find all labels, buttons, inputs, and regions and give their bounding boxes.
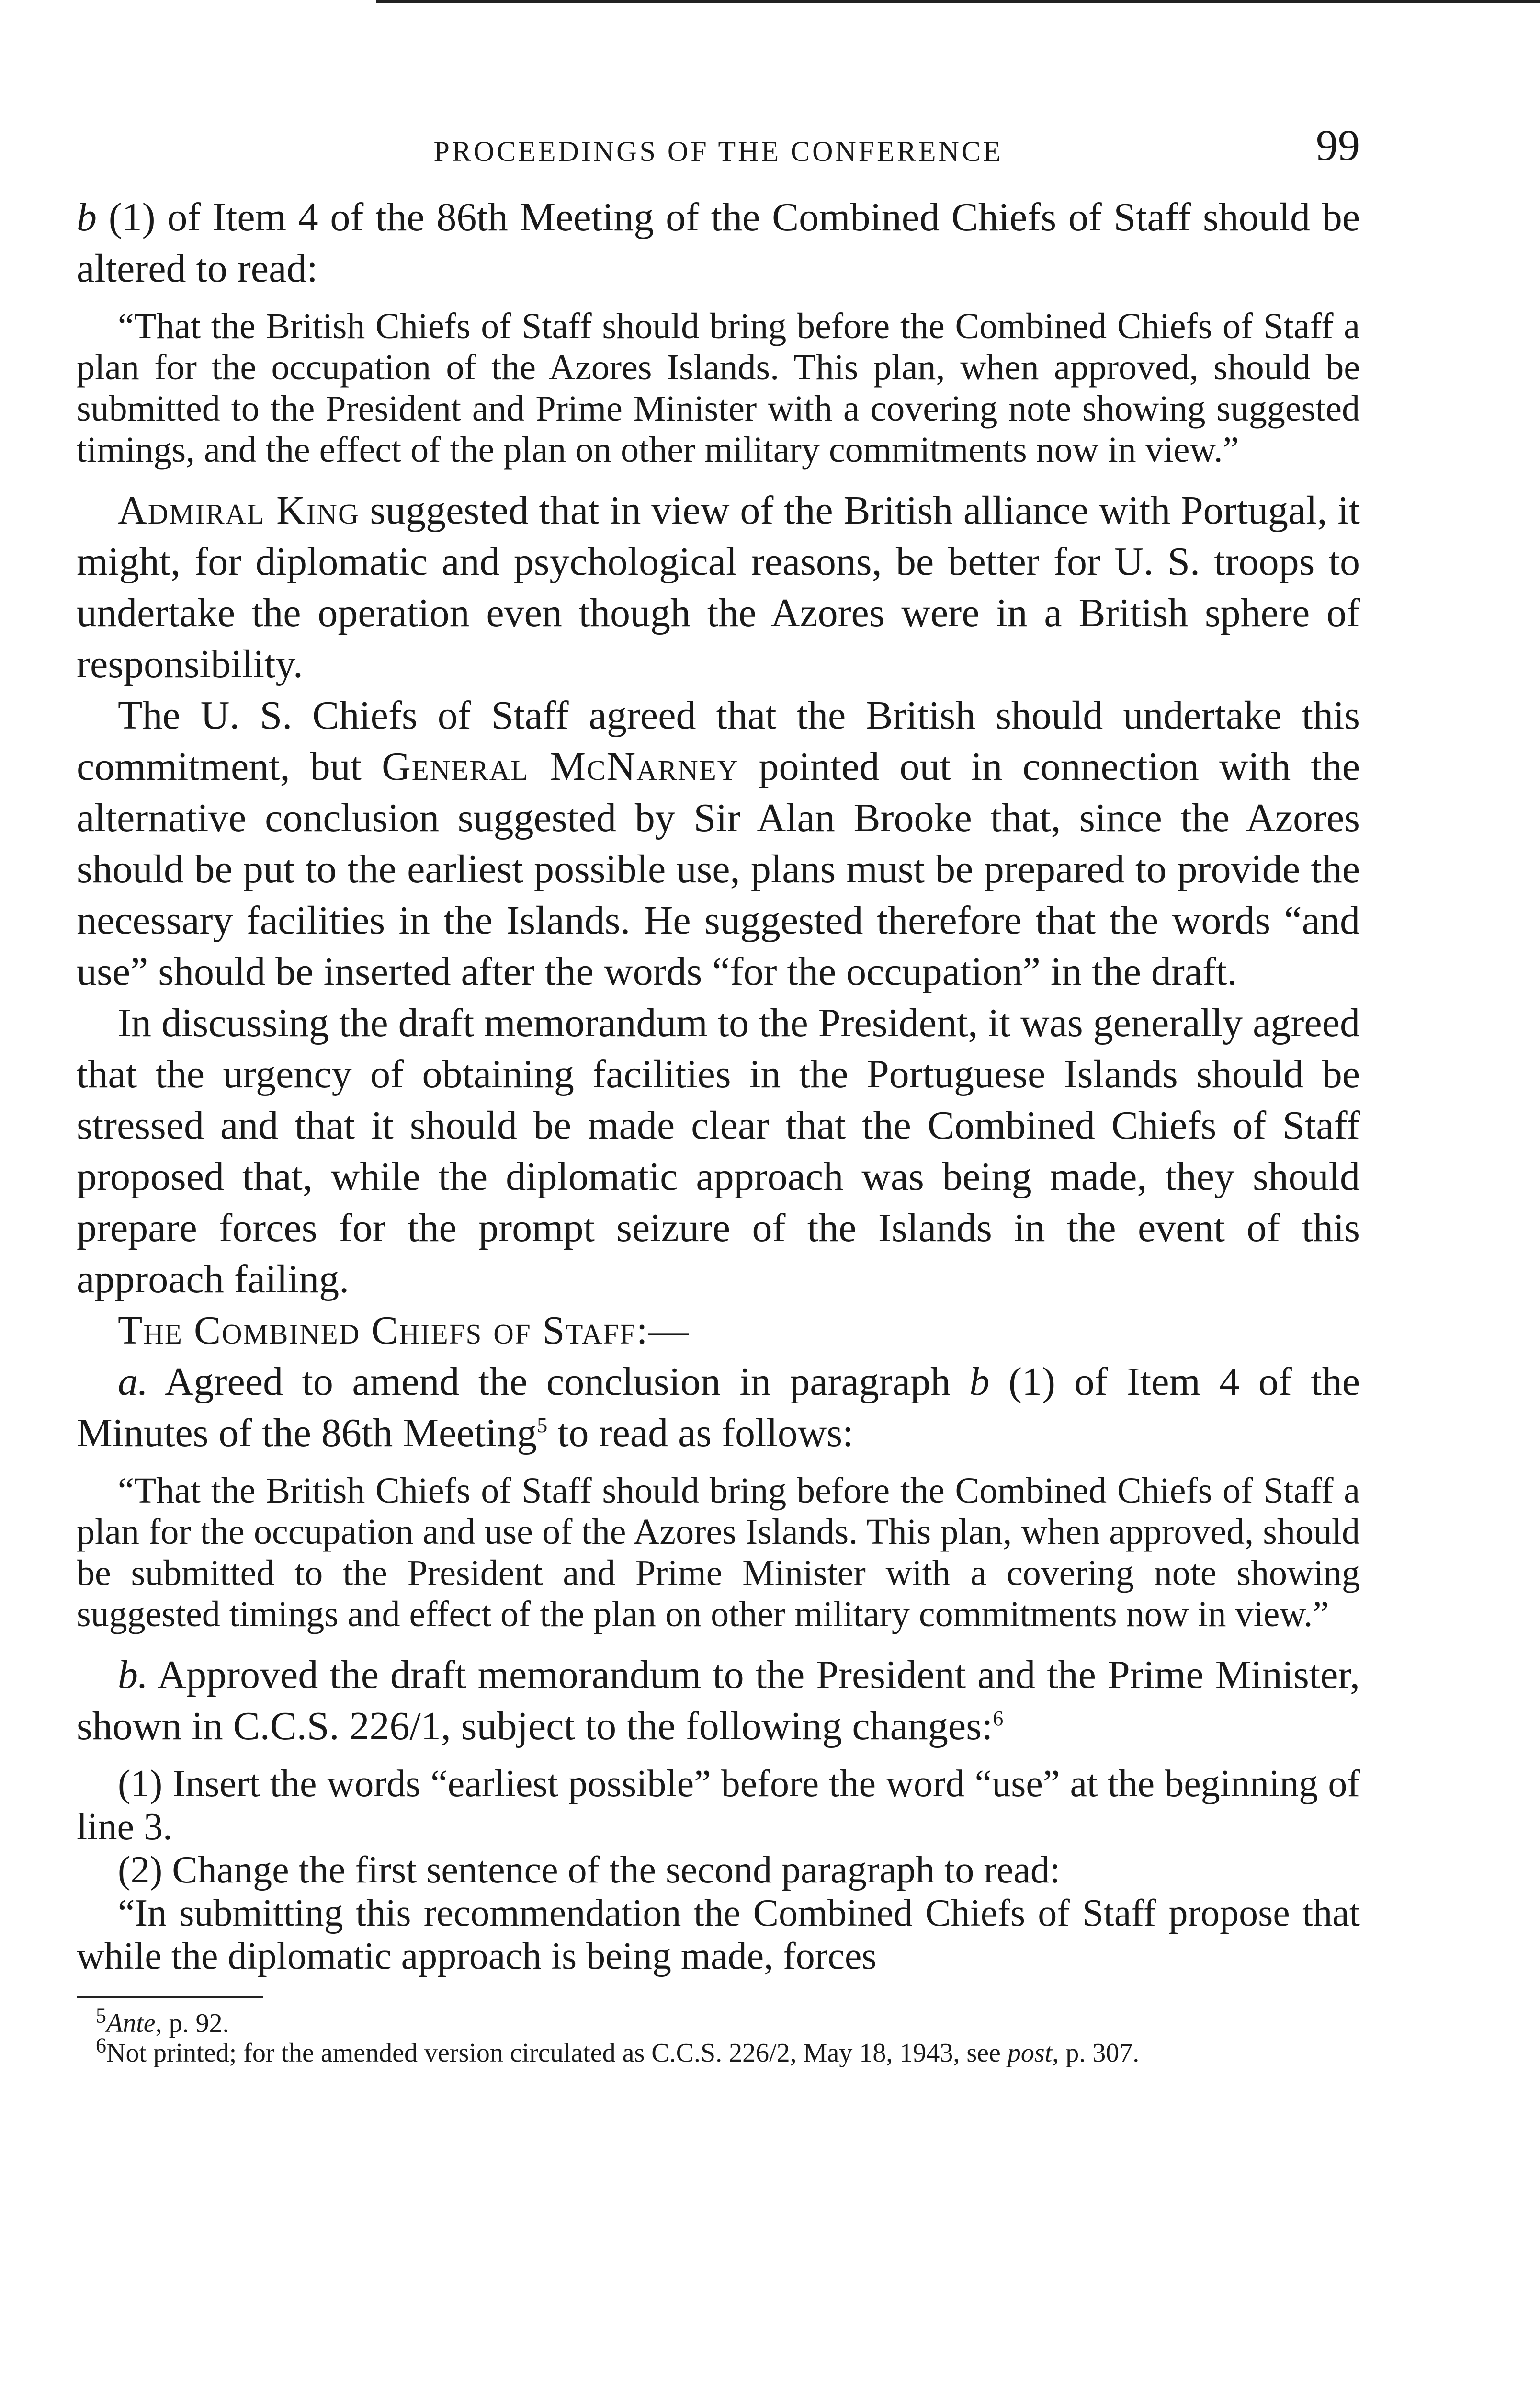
paragraph-conclusion-a bbox=[77, 1356, 1360, 1459]
paragraph-letter: b bbox=[969, 1359, 990, 1404]
footnote-marker: 6 bbox=[96, 2033, 106, 2057]
paragraph-us-chiefs bbox=[77, 690, 1360, 997]
change-item-quote: “In submitting this recommendation the Combined Chiefs of Staff propose that while the diplomatic approach is being made, forces bbox=[77, 1892, 1360, 1977]
footnote-ref: post bbox=[1007, 2038, 1053, 2068]
change-item-2: (2) Change the first sentence of the second paragraph to read: bbox=[118, 1849, 1061, 1891]
footnote-ref: Ante bbox=[106, 2008, 156, 2038]
paragraph-text: (1) of Item 4 of the Minutes of the 86th Meeting bbox=[77, 1359, 1360, 1455]
paragraph-text: Approved the draft memorandum to the President and the Prime Minister, shown in C.C.S. 226/1, subject to the following changes: bbox=[77, 1653, 1360, 1748]
paragraph-conclusion-b bbox=[77, 1649, 1360, 1752]
footnote-reference: 6 bbox=[993, 1707, 1004, 1730]
paragraph-letter: b. bbox=[118, 1653, 148, 1697]
paragraph-text: Agreed to amend the conclusion in paragraph bbox=[148, 1359, 970, 1404]
quoted-conclusion-original: “That the British Chiefs of Staff should bring before the Combined Chiefs of Staff a plan for the occupation of the Azores Islands. This plan, when approved, should be submitted to the President and Prime Minister with a covering note showing suggested timings, and the effect of the plan on other military commitments now in view.” bbox=[77, 306, 1360, 470]
running-head bbox=[77, 120, 1360, 192]
paragraph-admiral-king bbox=[77, 485, 1360, 690]
footnote-marker: 5 bbox=[96, 2004, 106, 2028]
speaker-name: General McNarney bbox=[382, 744, 739, 789]
paragraph-text: pointed out in connection with the alternative conclusion suggested by Sir Alan Brooke that, since the Azores should be put to the earliest possible use, plans must be prepared to provide the necessary facilities in the Islands. He suggested therefore that the words “and use” should be inserted after the words “for the occupation” in the draft. bbox=[77, 744, 1360, 994]
footnote-text: Not printed; for the amended version circulated as C.C.S. 226/2, May 18, 1943, see bbox=[106, 2038, 1008, 2068]
paragraph-text: (1) of Item 4 of the 86th Meeting of the Combined Chiefs of Staff should be altered to read: bbox=[77, 195, 1360, 291]
paragraph-combined-chiefs-heading: The Combined Chiefs of Staff:— bbox=[118, 1308, 690, 1353]
paragraph-text: to read as follows: bbox=[547, 1411, 854, 1455]
speaker-name: Admiral King bbox=[118, 488, 360, 533]
footnote-rule bbox=[77, 1996, 263, 1998]
running-title: PROCEEDINGS OF THE CONFERENCE bbox=[433, 136, 1003, 167]
quoted-conclusion-amended: “That the British Chiefs of Staff should bring before the Combined Chiefs of Staff a plan for the occupation and use of the Azores Islands. This plan, when approved, should be submitted to the President and Prime Minister with a covering note showing suggested timings and effect of the plan on other military commitments now in view.” bbox=[77, 1471, 1360, 1634]
footnote-text: , p. 307. bbox=[1052, 2038, 1140, 2068]
page-number: 99 bbox=[1316, 121, 1360, 170]
document-page bbox=[77, 120, 1360, 2068]
footnote-6 bbox=[77, 2033, 1360, 2068]
paragraph-item4-reference bbox=[77, 192, 1360, 294]
footnote-text: , p. 92. bbox=[155, 2008, 229, 2038]
paragraph-draft-memorandum: In discussing the draft memorandum to the President, it was generally agreed that the urgency of obtaining facilities in the Portuguese Islands should be stressed and that it should be made clear that the Combined Chiefs of Staff proposed that, while the diplomatic approach was being made, they should prepare forces for the prompt seizure of the Islands in the event of this approach failing. bbox=[77, 1001, 1360, 1301]
footnote-reference: 5 bbox=[537, 1414, 548, 1437]
footnote-5 bbox=[77, 2004, 1360, 2038]
paragraph-letter: a. bbox=[118, 1359, 148, 1404]
change-item-1: (1) Insert the words “earliest possible” before the word “use” at the beginning of line 3. bbox=[77, 1763, 1360, 1848]
paragraph-text: The U. S. Chiefs of Staff agreed that the British should undertake this commitment, but bbox=[77, 693, 1360, 789]
paragraph-letter: b bbox=[77, 195, 97, 240]
paragraph-text: suggested that in view of the British alliance with Portugal, it might, for diplomatic and psychological reasons, be better for U. S. troops to undertake the operation even though the Azores were in a British sphere of responsibility. bbox=[77, 488, 1360, 686]
top-border-rule bbox=[376, 0, 1540, 3]
